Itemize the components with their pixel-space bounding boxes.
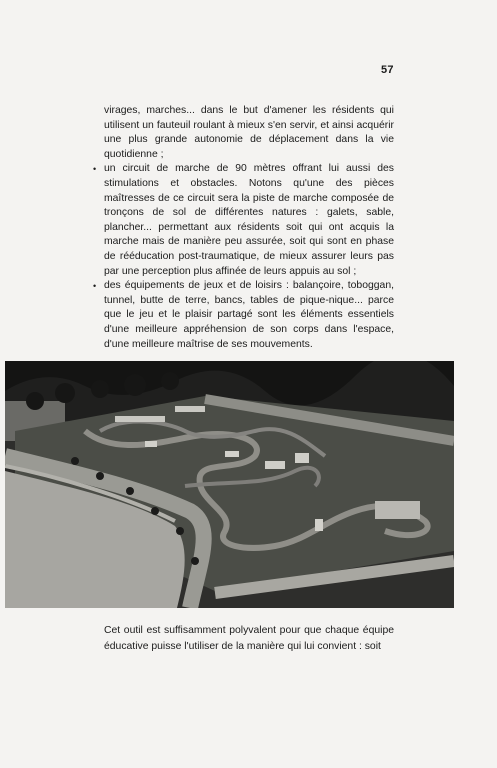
bullet-icon: • (93, 164, 97, 175)
bullet-item-walking-circuit (93, 162, 394, 279)
paragraph-continuation: virages, marches... dans le but d'amener les résidents qui utilisent un fauteuil roulant à mieux s'en servir, et ainsi acquérir une plus grande autonomie de déplacement dans la vie quotidienne ; (104, 105, 394, 160)
park-model-illustration (5, 361, 454, 608)
bullet-item-play-equipment (93, 279, 394, 352)
model-photograph (5, 361, 454, 608)
bullet-text: des équipements de jeux et de loisirs : balançoire, toboggan, tunnel, butte de terre, bancs, tables de pique-nique... parce que le jeu et le plaisir partagé sont les éléments essentiels d'une meilleure appréhension de son corps dans l'espace, d'une meilleure maîtrise de ses mouvements. (104, 280, 394, 350)
bullet-text: un circuit de marche de 90 mètres offrant lui aussi des stimulations et obstacles. Notons qu'une des pièces maîtresses de ce circuit sera la piste de marche composée de tronçons de sol de différentes natures : galets, sable, plancher... permettant aux résidents soit qui ont acquis la marche mais de manière peu assurée, soit qui sont en phase de rééducation post-traumatique, de mieux assurer leurs pas par une perception plus affinée de leurs appuis au sol ; (104, 163, 394, 277)
bullet-icon: • (93, 281, 97, 292)
page-number: 57 (381, 64, 394, 76)
continuation-text (104, 623, 394, 654)
body-text (93, 104, 394, 352)
paragraph-bottom: Cet outil est suffisamment polyvalent pour que chaque équipe éducative puisse l'utiliser de la manière qui lui convient : soit (104, 625, 394, 652)
